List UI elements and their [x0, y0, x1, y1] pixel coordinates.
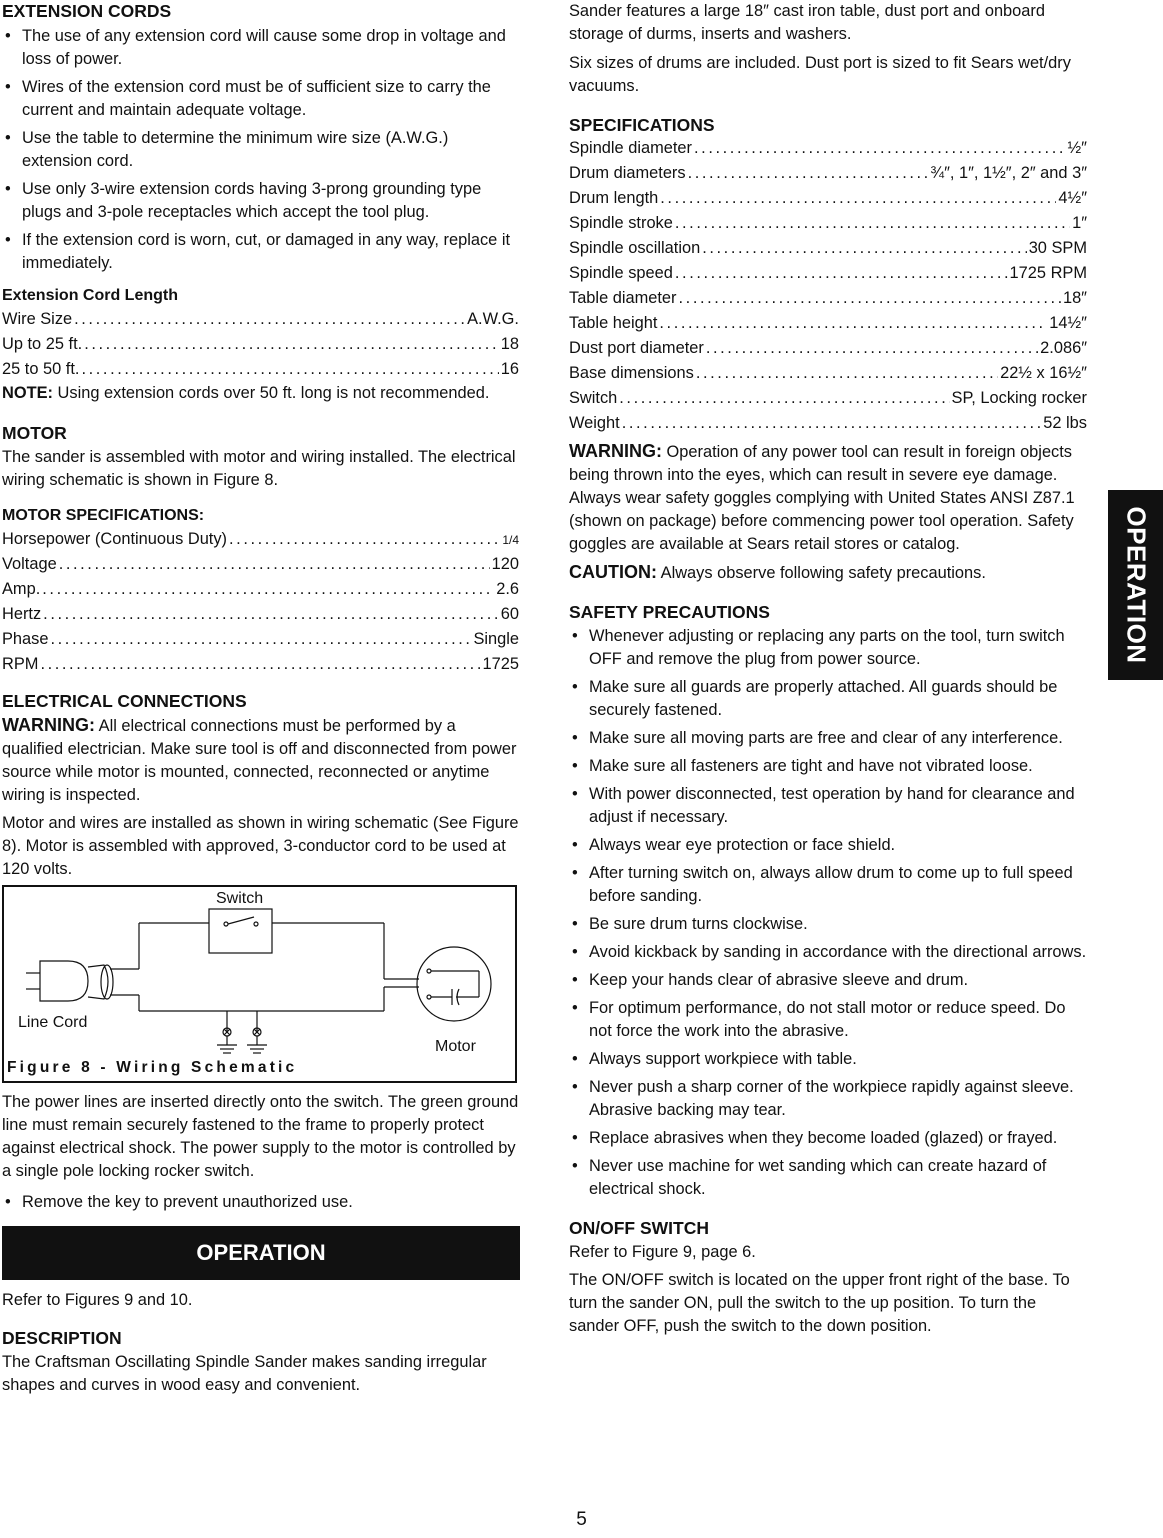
safety-precautions-heading: SAFETY PRECAUTIONS [569, 602, 770, 622]
list-item: • Remove the key to prevent unauthorized use. [2, 1191, 519, 1214]
list-item: • Wires of the extension cord must be of sufficient size to carry the current and maintain adequate voltage. [2, 76, 519, 122]
row-value: 30 SPM [1028, 239, 1087, 257]
row-label: Table height [569, 314, 658, 332]
row-value: SP, Locking rocker [951, 389, 1087, 407]
figure-caption: Figure 8 - Wiring Schematic [7, 1059, 298, 1076]
row-value: 18″ [1062, 289, 1087, 307]
row-value: 22½ x 16½″ [1000, 364, 1087, 382]
row-label: Spindle stroke [569, 214, 673, 232]
list-item: • With power disconnected, test operation by hand for clearance and adjust if necessary. [569, 783, 1087, 829]
list-item: • Replace abrasives when they become loaded (glazed) or frayed. [569, 1127, 1087, 1150]
intro-text-1: Sander features a large 18″ cast iron table, dust port and onboard storage of durms, inserts and washers. [569, 2, 1045, 43]
row-label: Spindle oscillation [569, 239, 701, 257]
motor-specs-table [2, 527, 519, 677]
intro-text-2: Six sizes of drums are included. Dust port is sized to fit Sears wet/dry vacuums. [569, 54, 1071, 95]
table-row [569, 161, 1087, 186]
table-row [2, 552, 519, 577]
warning-label: WARNING: [2, 715, 95, 735]
caution-label: CAUTION: [569, 562, 657, 582]
row-value: ¾″, 1″, 1½″, 2″ and 3″ [930, 164, 1087, 182]
wiring-schematic-figure [2, 885, 517, 1083]
motor-label: Motor [435, 1038, 476, 1055]
page-number: 5 [576, 1509, 587, 1530]
row-label: RPM [2, 655, 39, 673]
onoff-switch-heading: ON/OFF SWITCH [569, 1218, 709, 1238]
row-value: 16 [500, 360, 519, 378]
safety-precautions-list [569, 625, 1087, 1201]
list-item: • Make sure all moving parts are free and clear of any interference. [569, 727, 1087, 750]
motor-specs-heading: MOTOR SPECIFICATIONS: [2, 507, 205, 524]
motor-text: The sander is assembled with motor and wiring installed. The electrical wiring schematic is shown in Figure 8. [2, 448, 516, 489]
list-item: • If the extension cord is worn, cut, or damaged in any way, replace it immediately. [2, 229, 519, 275]
row-value: A.W.G. [467, 310, 519, 328]
row-label: Horsepower (Continuous Duty) [2, 530, 228, 548]
table-row [2, 602, 519, 627]
section-side-tab [1108, 490, 1163, 680]
plug-icon [40, 961, 88, 1001]
power-lines-text: The power lines are inserted directly onto the switch. The green ground line must remain securely fastened to the frame to properly protect against electrical shock. The power supply to the motor is controlled by a single pole locking rocker switch. [2, 1093, 519, 1180]
warning-label: WARNING: [569, 441, 662, 461]
list-item: • After turning switch on, always allow drum to come up to full speed before sanding. [569, 862, 1087, 908]
warning-text: All electrical connections must be performed by a qualified electrician. Make sure tool is off and disconnected from power source while motor is mounted, connected, reconnected or anytime wiring is inspected. [2, 717, 517, 804]
table-row [569, 386, 1087, 411]
list-item: • Never push a sharp corner of the workpiece rapidly against sleeve. Abrasive backing may tear. [569, 1076, 1087, 1122]
row-value: 2.6 [496, 580, 519, 598]
electrical-warning [2, 714, 519, 807]
left-column [2, 0, 519, 1397]
list-item: • Never use machine for wet sanding which can create hazard of electrical shock. [569, 1155, 1087, 1201]
description-text: The Craftsman Oscillating Spindle Sander makes sanding irregular shapes and curves in wood easy and convenient. [2, 1353, 487, 1394]
list-item: • For optimum performance, do not stall motor or reduce speed. Do not force the work into the abrasive. [569, 997, 1087, 1043]
table-row [569, 286, 1087, 311]
row-value: 1725 RPM [1009, 264, 1087, 282]
table-row [569, 261, 1087, 286]
row-label: Phase [2, 630, 49, 648]
line-cord-label: Line Cord [18, 1014, 88, 1031]
table-row [569, 311, 1087, 336]
extension-cords-list [2, 25, 519, 275]
motor-icon [417, 947, 491, 1021]
row-value: 1/4 [502, 533, 519, 547]
row-value: 4½″ [1058, 189, 1087, 207]
list-item: • Keep your hands clear of abrasive sleeve and drum. [569, 969, 1087, 992]
list-item: • Use only 3-wire extension cords having 3-prong grounding type plugs and 3-pole receptacles which accept the tool plug. [2, 178, 519, 224]
row-value: Single [473, 630, 519, 648]
list-item: • Use the table to determine the minimum wire size (A.W.G.) extension cord. [2, 127, 519, 173]
electrical-heading: ELECTRICAL CONNECTIONS [2, 691, 247, 711]
list-item: • The use of any extension cord will cause some drop in voltage and loss of power. [2, 25, 519, 71]
caution-note [569, 561, 1087, 585]
row-label: Up to 25 ft. [2, 335, 83, 353]
row-label: Hertz [2, 605, 42, 623]
row-label: Amp. [2, 580, 41, 598]
row-value: 1725 [482, 655, 519, 673]
specifications-table [569, 136, 1087, 436]
table-row [569, 186, 1087, 211]
switch-label: Switch [216, 890, 264, 907]
table-row [569, 411, 1087, 436]
row-value: ½″ [1067, 139, 1087, 157]
row-value: 2.086″ [1040, 339, 1087, 357]
row-label: Wire Size [2, 310, 73, 328]
note-label: NOTE: [2, 384, 53, 402]
list-item: • Make sure all guards are properly attached. All guards should be securely fastened. [569, 676, 1087, 722]
table-row [569, 336, 1087, 361]
row-label: Drum diameters [569, 164, 686, 182]
row-value: 18 [500, 335, 519, 353]
row-label: Drum length [569, 189, 659, 207]
table-row [569, 211, 1087, 236]
table-row [2, 652, 519, 677]
list-item: • Always wear eye protection or face shield. [569, 834, 1087, 857]
table-row [2, 627, 519, 652]
table-row [569, 136, 1087, 161]
row-label: 25 to 50 ft. [2, 360, 80, 378]
row-label: Voltage [2, 555, 57, 573]
motor-heading: MOTOR [2, 423, 67, 443]
table-row [569, 236, 1087, 261]
note-text: Using extension cords over 50 ft. long is not recommended. [53, 384, 490, 402]
list-item: • Be sure drum turns clockwise. [569, 913, 1087, 936]
cord-length-heading: Extension Cord Length [2, 287, 178, 304]
row-value: 52 lbs [1043, 414, 1087, 432]
row-label: Spindle diameter [569, 139, 693, 157]
caution-text: Always observe following safety precautions. [657, 564, 986, 582]
row-label: Spindle speed [569, 264, 673, 282]
list-item: • Avoid kickback by sanding in accordance with the directional arrows. [569, 941, 1087, 964]
electrical-text: Motor and wires are installed as shown in wiring schematic (See Figure 8). Motor is assembled with approved, 3-conductor cord to be used at 120 volts. [2, 814, 519, 878]
table-row [2, 527, 519, 552]
cord-note [2, 382, 519, 405]
safety-warning [569, 440, 1087, 556]
row-label: Weight [569, 414, 620, 432]
onoff-text: The ON/OFF switch is located on the upper front right of the base. To turn the sander ON, pull the switch to the up position. To turn the sander OFF, push the switch to the down position. [569, 1271, 1070, 1335]
row-label: Dust port diameter [569, 339, 704, 357]
table-row [569, 361, 1087, 386]
row-value: 60 [500, 605, 519, 623]
row-label: Switch [569, 389, 618, 407]
onoff-refer: Refer to Figure 9, page 6. [569, 1243, 756, 1261]
key-list [2, 1191, 519, 1214]
table-row [2, 332, 519, 357]
description-heading: DESCRIPTION [2, 1328, 122, 1348]
extension-cords-heading: EXTENSION CORDS [2, 1, 172, 21]
table-row [2, 357, 519, 382]
switch-box [209, 909, 272, 953]
refer-text: Refer to Figures 9 and 10. [2, 1291, 193, 1309]
table-row [2, 577, 519, 602]
row-value: 120 [491, 555, 519, 573]
side-tab-label: OPERATION [1121, 506, 1151, 664]
list-item: • Whenever adjusting or replacing any parts on the tool, turn switch OFF and remove the plug from power source. [569, 625, 1087, 671]
row-value: 1″ [1072, 214, 1087, 232]
warning-text: Operation of any power tool can result in foreign objects being thrown into the eyes, which can result in severe eye damage. Always wear safety goggles complying with United States ANSI Z87.1 (shown on package) before commencing power tool operation. Safety goggles are available at Sears retail stores or catalog. [569, 443, 1075, 553]
specifications-heading: SPECIFICATIONS [569, 115, 715, 135]
row-value: 14½″ [1049, 314, 1087, 332]
list-item: • Make sure all fasteners are tight and have not vibrated loose. [569, 755, 1087, 778]
operation-banner: OPERATION [2, 1226, 520, 1280]
row-label: Table diameter [569, 289, 677, 307]
table-row [2, 307, 519, 332]
cord-length-table [2, 307, 519, 382]
right-column [569, 0, 1087, 1338]
row-label: Base dimensions [569, 364, 694, 382]
list-item: • Always support workpiece with table. [569, 1048, 1087, 1071]
